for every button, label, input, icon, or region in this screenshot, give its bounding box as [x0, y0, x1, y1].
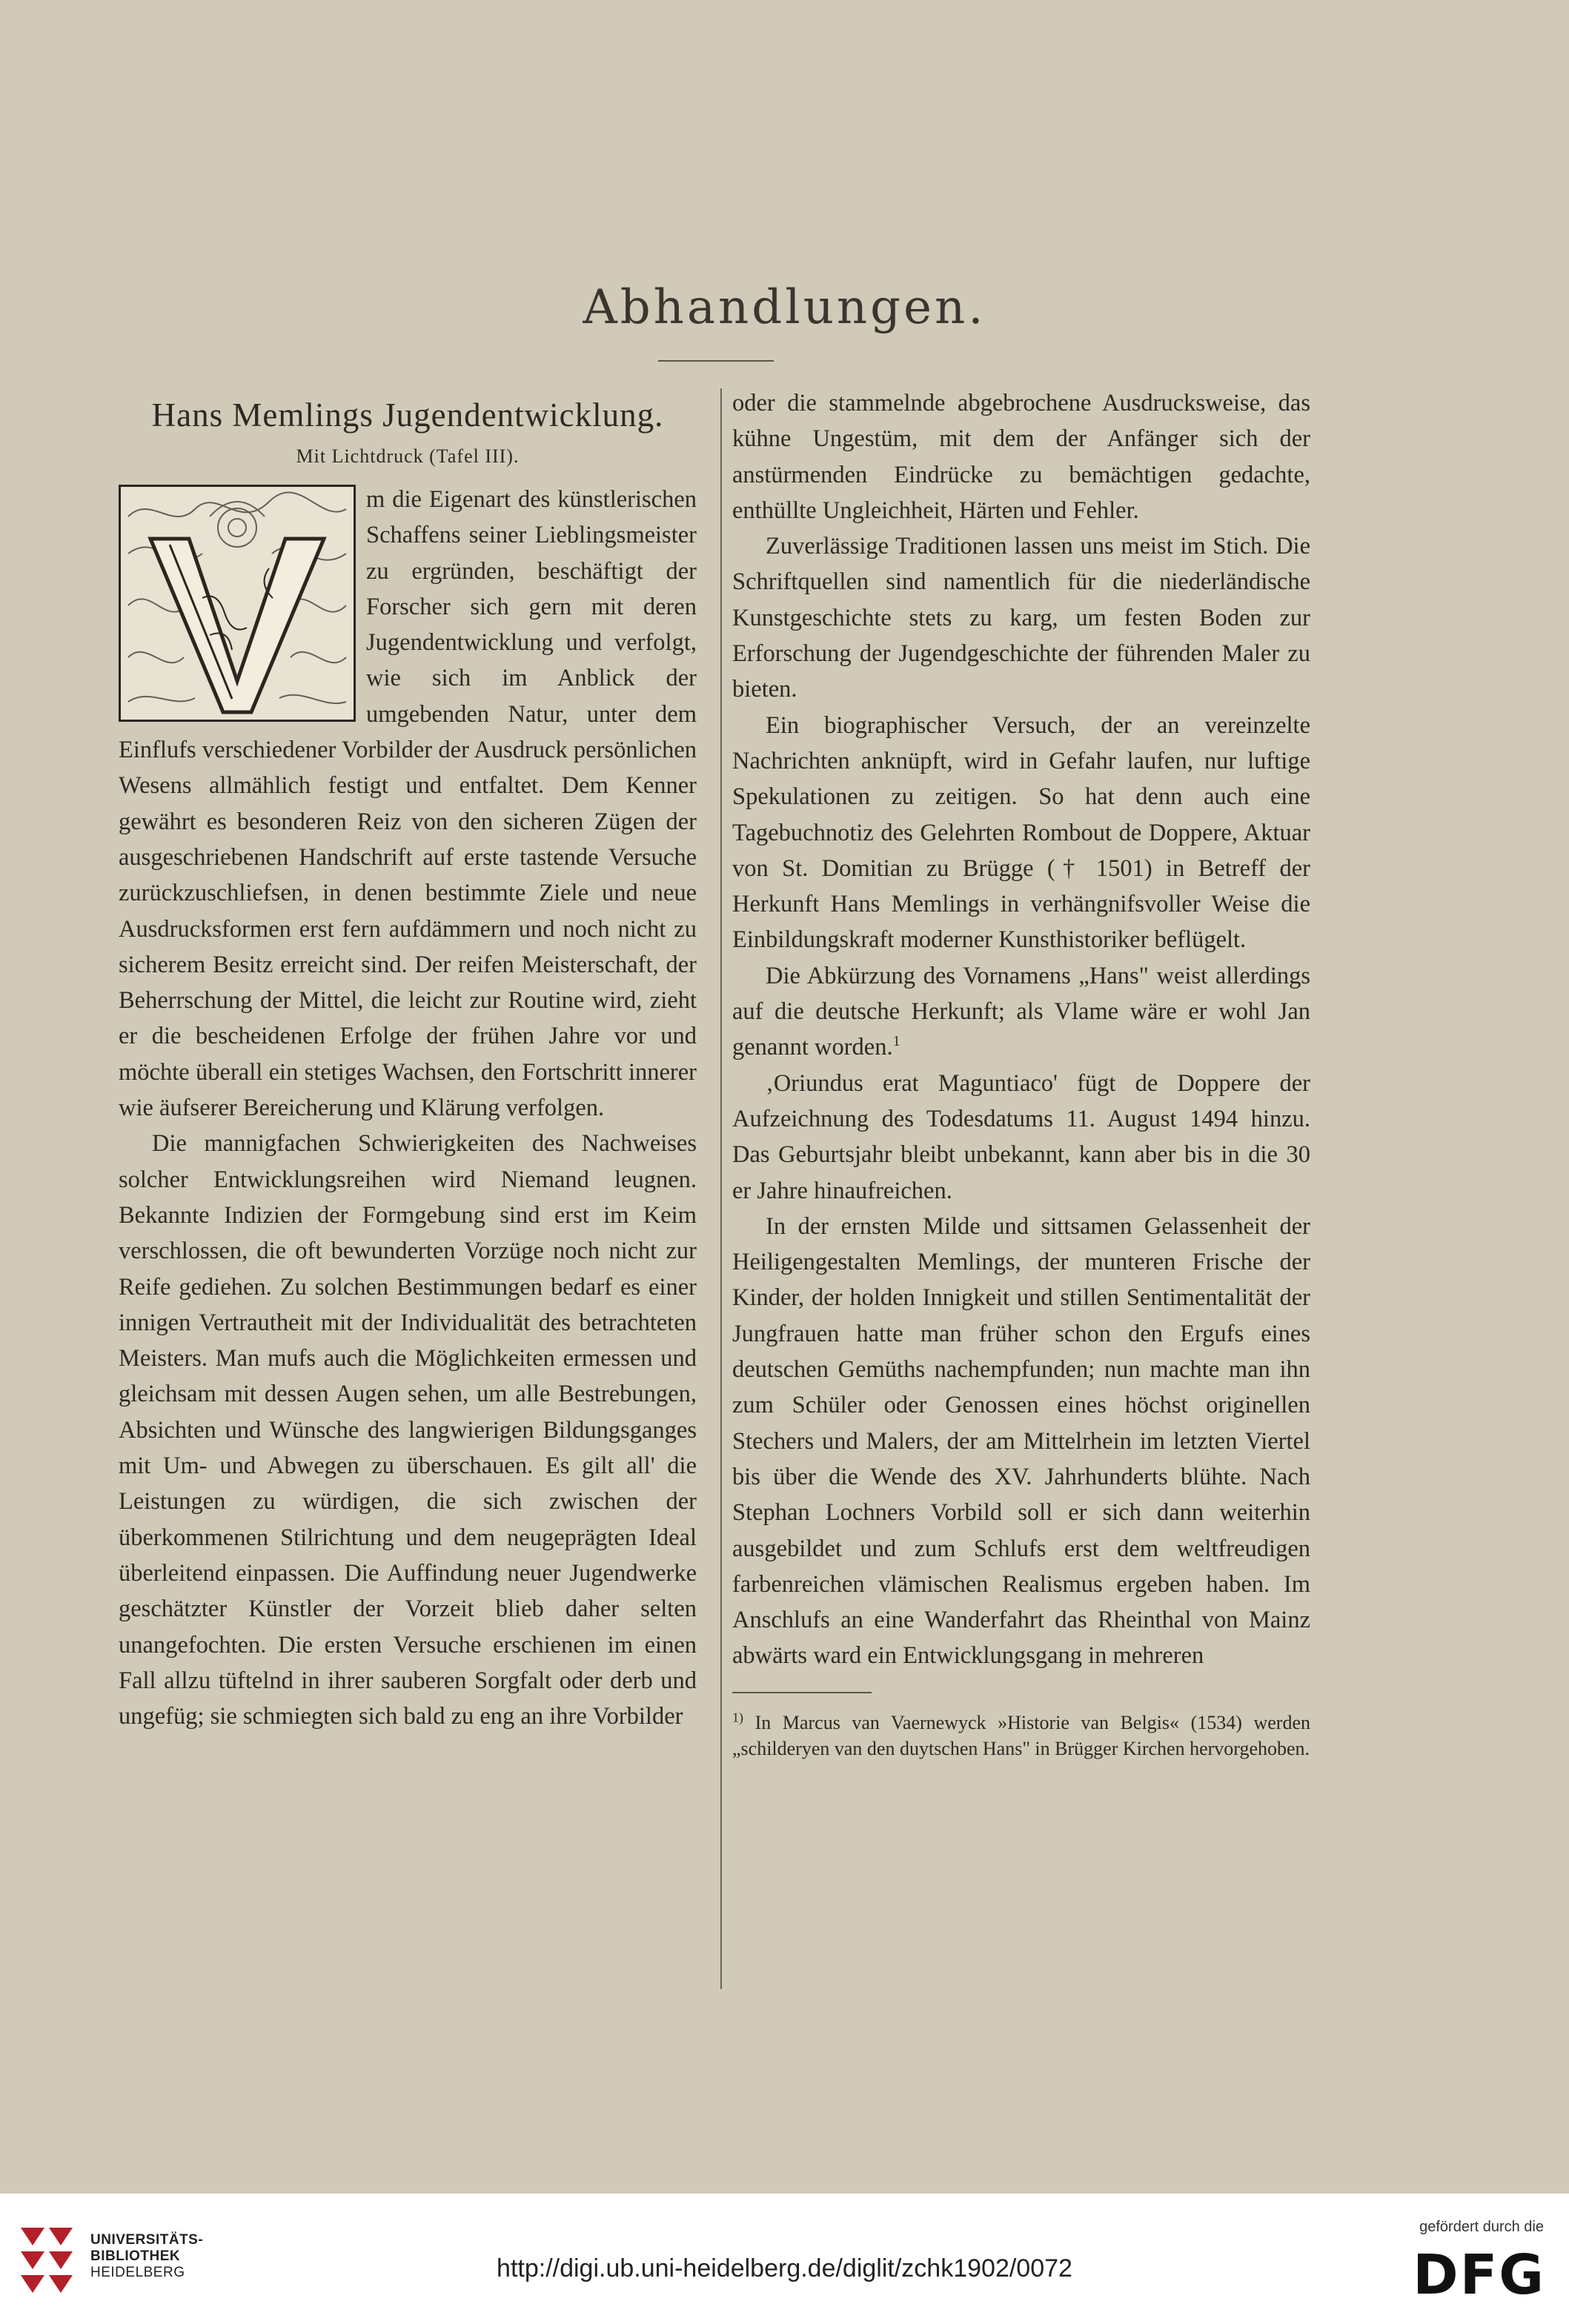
article-paragraph: Zuverlässige Traditionen lassen uns meist im Stich. Die Schriftquellen sind namentlich für die niederländische Kunstgeschichte stets zu karg, um festen Boden zur Erforschung der Jugendgeschichte der führenden Maler zu bieten.	[732, 533, 1310, 703]
footnote-rule	[732, 1692, 872, 1693]
footnote-marker: 1)	[732, 1710, 743, 1725]
funding-note: gefördert durch die	[1419, 2219, 1544, 2235]
article-title: Hans Memlings Jugendentwicklung.	[151, 396, 664, 434]
article-subtitle: Mit Lichtdruck (Tafel III).	[296, 445, 520, 467]
decorative-initial	[119, 485, 356, 722]
article-paragraph: ‚Oriundus erat Maguntiaco' fügt de Doppere der Aufzeichnung des Todesdatums 11. August 1494 hinzu. Das Geburtsjahr bleibt unbekannt, kann aber bis in die 30 er Jahre hinaufreichen.	[732, 1069, 1310, 1204]
institution-line: UNIVERSITÄTS-	[90, 2232, 204, 2248]
footnote-text: In Marcus van Vaernewyck »Historie van Belgis« (1534) werden „schilderyen van den duytschen Hans" in Brügger Kirchen hervorgehoben.	[732, 1711, 1311, 1759]
column-divider	[720, 388, 722, 1989]
left-column	[119, 385, 697, 1734]
section-heading: Abhandlungen.	[583, 280, 986, 335]
article-paragraph: oder die stammelnde abgebrochene Ausdrucksweise, das kühne Ungestüm, mit dem der Anfänger sich der anstürmenden Eindrücke zu bemächtigen gedachte, enthüllte Ungleichheit, Härten und Fehler.	[732, 390, 1310, 524]
article-paragraph: Ein biographischer Versuch, der an vereinzelte Nachrichten anknüpft, wird in Gefahr laufen, nur luftige Spekulationen zu zeitigen. So hat denn auch eine Tagebuchnotiz des Gelehrten Rombout de Doppere, Aktuar von St. Domitian zu Brügge († 1501) in Betreff der Herkunft Hans Memlings in verhängnifsvoller Weise die Einbildungskraft moderner Kunsthistoriker beflügelt.	[732, 711, 1310, 954]
heading-rule	[658, 360, 774, 362]
institution-line: BIBLIOTHEK	[90, 2248, 181, 2264]
right-column	[732, 385, 1310, 1762]
article-paragraph	[732, 958, 1310, 1066]
viewer-footer	[0, 2194, 1569, 2324]
footnote-reference: 1	[892, 1033, 900, 1050]
article-paragraph: m die Eigenart des künstlerischen Schaffens seiner Lieblingsmeister zu ergründen, beschäftigt der Forscher sich gern mit deren Jugendentwicklung und verfolgt, wie sich im Anblick der umgebenden Natur, unter dem Einflufs verschiedener Vorbilder der Ausdruck persönlichen Wesens allmählich festigt und entfaltet. Dem Kenner gewährt es besonderen Reiz von den sicheren Zügen der ausgeschriebenen Handschrift auf erste tastende Versuche zurückzuschliefsen, in denen bestimmte Ziele und neue Ausdrucksformen erst fern aufdämmern und noch nicht zu sicherem Besitz erreicht sind. Der reifen Meisterschaft, der Beherrschung der Mittel, die leicht zur Routine wird, zieht er die bescheidenen Erfolge der frühen Jahre vor und möchte überall ein stetiges Wachsen, den Fortschritt innerer wie äufserer Bereicherung und Klärung verfolgen.	[119, 486, 697, 1122]
permalink-url[interactable]: http://digi.ub.uni-heidelberg.de/diglit/zchk1902/0072	[497, 2254, 1072, 2282]
footnote	[732, 1710, 1310, 1762]
article-paragraph: In der ernsten Milde und sittsamen Gelassenheit der Heiligengestalten Memlings, der munteren Frische der Kinder, der holden Innigkeit und stillen Sentimentalität der Jungfrauen hatte man früher schon den Ergufs eines deutschen Gemüths nachempfunden; nun machte man ihn zum Schüler oder Genossen eines höchst originellen Stechers und Malers, der am Mittelrhein im letzten Viertel bis über die Wende des XV. Jahrhunderts blühte. Nach Stephan Lochners Vorbild soll er sich dann weiterhin ausgebildet und zum Schlufs erst dem weltfreudigen farbenreichen vlämischen Realismus ergeben haben. Im Anschlufs an eine Wanderfahrt das Rheinthal von Mainz abwärts ward ein Entwicklungsgang in mehreren	[732, 1212, 1310, 1670]
dfg-logo: DFG	[1413, 2243, 1545, 2307]
ornamental-initial-v-icon	[121, 487, 354, 720]
paragraph-text: Die Abkürzung des Vornamens „Hans" weist allerdings auf die deutsche Herkunft; als Vlame wäre er wohl Jan genannt worden.	[732, 962, 1310, 1061]
institution-line: HEIDELBERG	[90, 2265, 185, 2280]
article-paragraph: Die mannigfachen Schwierigkeiten des Nachweises solcher Entwicklungsreihen wird Niemand leugnen. Bekannte Indizien der Formgebung sind erst im Keim verschlossen, die oft bewunderten Vorzüge noch nicht zur Reife gediehen. Zu solchen Bestimmungen bedarf es einer innigen Vertrautheit mit der Individualität des betrachteten Meisters. Man mufs auch die Möglichkeiten ermessen und gleichsam mit dessen Augen sehen, um alle Bestrebungen, Absichten und Wünsche des langwierigen Bildungsganges mit Um- und Abwegen zu überschauen. Es gilt all' die Leistungen zu würdigen, die sich zwischen der überkommenen Stilrichtung und dem neugeprägten Ideal überleitend einpassen. Die Auffindung neuer Jugendwerke geschätzter Künstler der Vorzeit blieb daher selten unangefochten. Die ersten Versuche erschienen im einen Fall allzu tüftelnd in ihrer sauberen Sorgfalt oder derb und ungefüg; sie schmiegten sich bald zu eng an ihre Vorbilder	[119, 1130, 697, 1730]
